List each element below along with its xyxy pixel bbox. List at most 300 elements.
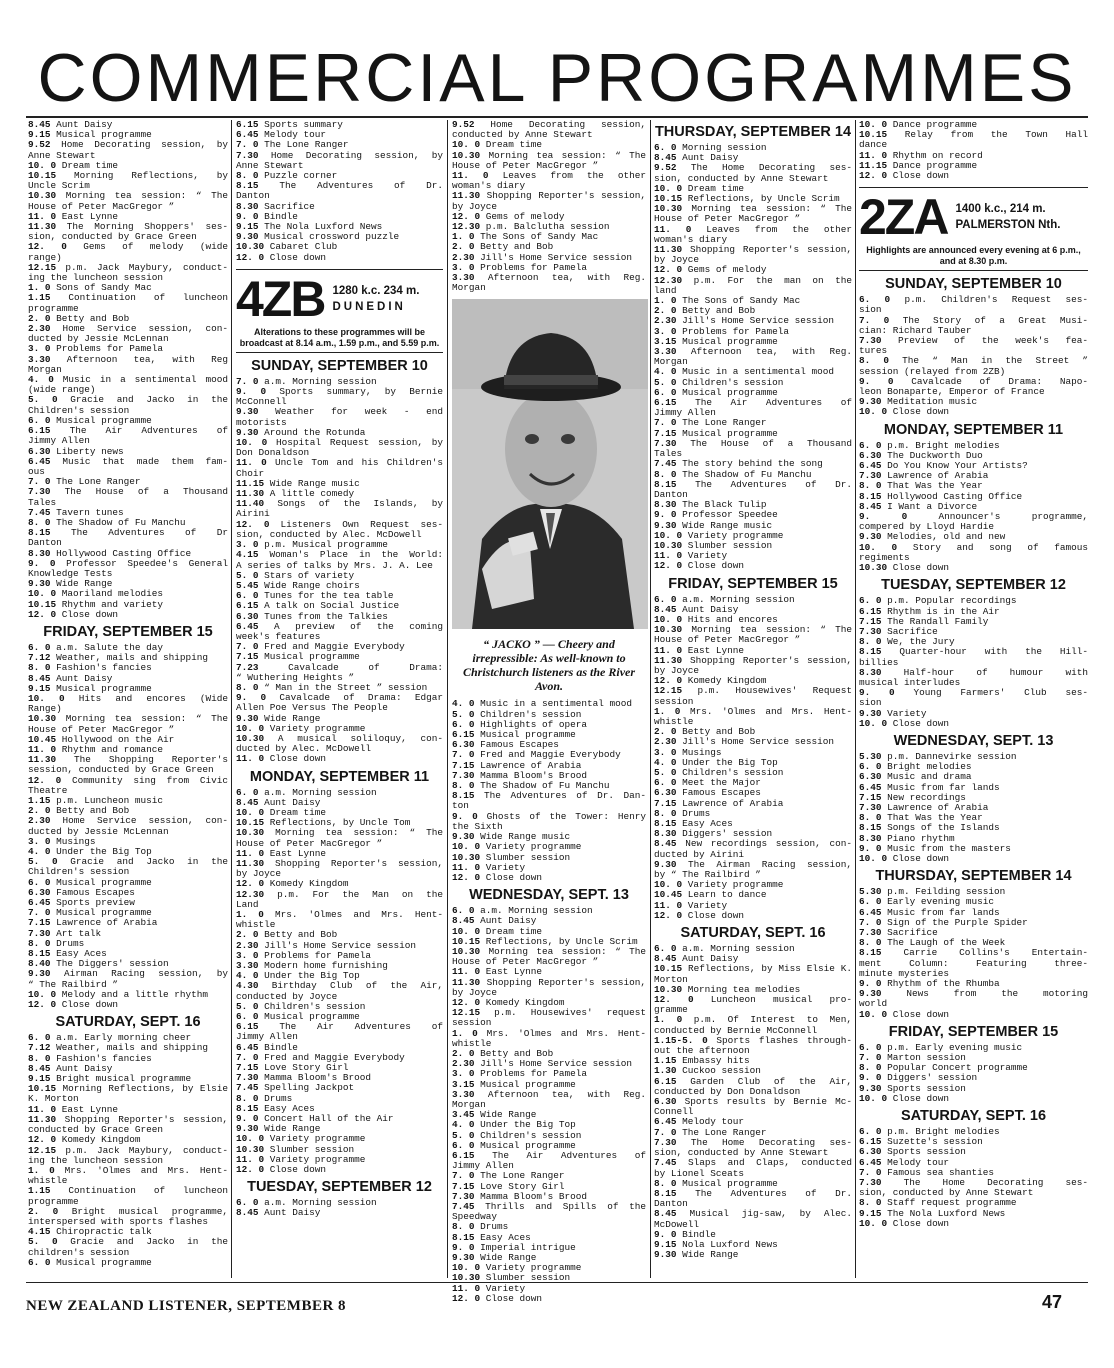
programme-line: 8.15 The Adventures of Dr.	[654, 1187, 852, 1199]
programme-line: 8.45 Aunt Daisy	[236, 1207, 321, 1219]
programme-line: whistle	[28, 1175, 68, 1187]
programme-line: 6.45 Do You Know Your Artists?	[859, 460, 1028, 472]
programme-line: Range)	[28, 703, 62, 715]
programme-line: 8.15 Hollywood Casting Office	[859, 490, 1023, 502]
programme-line: 1. 0 Sons of Sandy Mac	[28, 282, 152, 294]
programme-line: 6.15 The Air Adventures of	[452, 1149, 646, 1161]
programme-line: 4. 0 Under the Big Top	[452, 1119, 576, 1131]
programme-line: 10.15 Rhythm and variety	[28, 598, 164, 610]
programme-line: 6.45 Melody tour	[859, 1156, 950, 1168]
programme-line: 4.15 Woman's Place in the World:	[236, 549, 443, 561]
station-city: PALMERSTON Nth.	[955, 219, 1061, 232]
programme-line: 8.15 Songs of the Islands	[859, 822, 1000, 834]
programme-line: 1. 0 Mrs. 'Olmes and Mrs. Hent-	[236, 909, 443, 920]
programme-line: 2. 0 Betty and Bob	[452, 1047, 554, 1059]
programme-line: 3.15 Musical programme	[452, 1078, 576, 1090]
programme-line: 7. 0 The Story of a Great Musi-	[859, 314, 1088, 326]
programme-line: 6.15 Musical programme	[452, 729, 576, 741]
programme-line: 10. 0 Dream time	[452, 139, 543, 151]
programme-line: 10. 0 Variety programme	[452, 841, 582, 853]
programme-line: 6. 0 a.m. Salute the day	[28, 641, 164, 653]
programme-line: 11.40 Songs of the Islands, by	[236, 498, 443, 510]
programme-line: 10.45 Learn to dance	[654, 889, 767, 901]
programme-line: 8. 0 The Shadow of Fu Manchu	[654, 468, 812, 480]
programme-line: 6. 0 a.m. Early morning cheer	[28, 1032, 192, 1044]
programme-line: 10.15 Morning Reflections, by Elsie	[28, 1083, 228, 1095]
programme-line: Jimmy Allen	[654, 407, 716, 419]
programme-line: 1. 0 The Sons of Sandy Mac	[654, 295, 801, 307]
programme-line: 4. 0 Music in a sentimental mood	[654, 366, 835, 378]
programme-line: 8.45 Aunt Daisy	[28, 1062, 113, 1074]
programme-line: 11. 0 Rhythm on record	[859, 149, 983, 161]
column-1	[28, 120, 228, 1278]
programme-line: 6.30 Famous Escapes	[654, 787, 761, 799]
programme-line: 10. 0 Dance programme	[859, 119, 978, 130]
programme-line: 6. 0 Musical programme	[452, 1139, 576, 1151]
programme-line: 12. 0 Close down	[28, 999, 119, 1011]
programme-line: 7.30 Preview of the week's fea-	[859, 335, 1088, 347]
programme-line: 2. 0 Betty and Bob	[654, 726, 756, 738]
day-heading: WEDNESDAY, SEPT. 13	[893, 732, 1054, 749]
programme-line: 7.15 Musical programme	[654, 427, 778, 439]
programme-line: 8.45 Aunt Daisy	[452, 915, 537, 927]
programme-line: 6.30 Tunes from the Talkies	[236, 610, 388, 622]
programme-line: 12.30 p.m. For the man on the	[654, 274, 852, 286]
programme-line: Morgan	[452, 1098, 486, 1110]
programme-line: 10.45 Hollywood on the Air	[28, 733, 175, 745]
programme-line: 12. 0 Komedy Kingdom	[28, 1134, 141, 1146]
programme-list	[859, 295, 1088, 417]
programme-line: 9. 0 Bindle	[236, 210, 298, 222]
programme-line: 6. 0 a.m. Morning session	[654, 943, 795, 955]
programme-line: 7.45 Thrills and Spills of the	[452, 1201, 646, 1212]
programme-line: 5. 0 Children's session	[654, 766, 784, 778]
programme-line: 8.45 Aunt Daisy	[236, 796, 321, 808]
photo-caption: “ JACKO ” — Cheery and irrepressible: As well-known to Christchurch listeners as the River Avon.	[462, 637, 636, 694]
programme-list	[859, 752, 1088, 864]
programme-line: 8. 0 The “ Man in the Street ”	[859, 355, 1088, 367]
programme-line: 7.30 Sacrifice	[859, 926, 938, 938]
programme-line: 10.15 Reflections, by Uncle Scrim	[654, 193, 840, 205]
programme-line: 8.45 Aunt Daisy	[28, 119, 113, 130]
programme-line: ton	[452, 800, 469, 812]
programme-list	[859, 1043, 1088, 1104]
programme-line: conducted by Bernie McConnell	[654, 1024, 818, 1036]
programme-line: 6.30 Music and drama	[859, 771, 972, 783]
programme-line: 10. 0 Close down	[859, 1008, 950, 1020]
programme-line: 7.15 Love Story Girl	[236, 1062, 349, 1074]
programme-line: 2. 0 Bright musical programme,	[28, 1205, 228, 1217]
programme-line: 8. 0 Fashion's fancies	[28, 662, 152, 674]
programme-list	[236, 788, 443, 1176]
programme-line: 7.30 Home Decorating session, by	[236, 149, 443, 161]
programme-line: 10. 0 Hospital Request session, by	[236, 437, 443, 449]
programme-line: 4.15 Chiropractic talk	[28, 1226, 152, 1238]
programme-line: by “ The Railbird ”	[654, 869, 761, 881]
programme-line: 6.30 Sports results by Bernie Mc-	[654, 1096, 852, 1108]
programme-line: 4. 0 Music in a sentimental mood	[28, 374, 228, 386]
programme-list	[654, 595, 852, 922]
programme-line: 8.30 The Black Tulip	[654, 499, 767, 511]
programme-line: 2. 0 Betty and Bob	[28, 312, 130, 324]
day-heading: FRIDAY, SEPTEMBER 15	[43, 623, 213, 640]
programme-line: 3.45 Wide Range	[452, 1109, 537, 1121]
programme-line: House of Peter MacGregor ”	[452, 159, 599, 171]
programme-line: 12. 0 Gems of melody	[654, 264, 767, 276]
programme-line: 10. 0 Variety programme	[236, 722, 366, 734]
programme-line: 7.30 Mamma Bloom's Brood	[236, 1072, 372, 1084]
programme-line: 8.40 The Diggers' session	[28, 958, 169, 970]
programme-line: 10.30 Morning tea session: “ The	[28, 713, 228, 725]
programme-line: Choir	[236, 467, 265, 479]
programme-line: 8. 0 Staff request programme	[859, 1197, 1017, 1209]
station-call-sign: 2ZA	[859, 189, 948, 246]
programme-line: 10. 0 Hits and encores	[654, 613, 778, 625]
programme-line: House of Peter MacGregor ”	[452, 956, 599, 968]
programme-line: 6. 0 Meet the Major	[654, 777, 761, 789]
programme-line: 5.30 p.m. Dannevirke session	[859, 750, 1017, 762]
programme-line: 2. 0 Betty and Bob	[28, 805, 130, 817]
programme-line: 8. 0 That Was the Year	[859, 812, 983, 824]
programme-line: 7.30 Mamma Bloom's Brood	[452, 1190, 588, 1202]
programme-line: 9.30 Sports session	[859, 1082, 966, 1094]
day-heading: TUESDAY, SEPTEMBER 12	[881, 577, 1066, 594]
programme-line: 11. 0 Leaves from the other	[452, 170, 646, 182]
programme-line: 6.15 The Air Adventures of	[28, 425, 228, 437]
programme-line: 12. 0 Close down	[654, 909, 745, 921]
programme-line: gramme	[654, 1004, 688, 1016]
programme-line: Airini	[236, 508, 270, 520]
programme-line: 6. 0 p.m. Children's Request ses-	[859, 294, 1088, 306]
programme-line: 8.15 Easy Aces	[654, 818, 733, 829]
programme-list	[859, 1127, 1088, 1229]
programme-line: House of Peter MacGregor ”	[654, 213, 801, 225]
programme-line: woman's diary	[452, 180, 526, 192]
programme-line: Jimmy Allen	[452, 1160, 514, 1172]
programme-line: session (relayed from 2ZB)	[859, 365, 1006, 377]
programme-line: 9.30 Weather for week - end	[236, 406, 443, 418]
programme-line: 11. 0 East Lynne	[28, 1103, 119, 1115]
programme-line: 9.30 Wide Range	[452, 1252, 537, 1264]
programme-line: session, conducted by Grace Green	[28, 764, 214, 776]
programme-line: 7. 0 Fred and Maggie Everybody	[452, 749, 621, 761]
programme-line: 7.45 Spelling Jackpot	[236, 1082, 355, 1094]
programme-line: 6. 0 Musical programme	[28, 414, 152, 426]
programme-line: 5. 0 Children's session	[654, 376, 784, 388]
programme-line: woman's diary	[654, 233, 728, 245]
programme-line: 8.45 Musical jig-saw, by Alec.	[654, 1208, 852, 1220]
programme-line: 8.15 The Adventures of Dr.	[236, 180, 443, 192]
station-call-sign: 4ZB	[236, 270, 325, 327]
programme-line: 3. 0 Problems for Pamela	[452, 261, 588, 273]
programme-line: 8.15 Easy Aces	[236, 1102, 315, 1114]
programme-line: 3.30 Afternoon tea, with Reg	[28, 353, 228, 365]
programme-line: 6.15 Sports summary	[236, 119, 343, 130]
programme-line: 8.45 Aunt Daisy	[654, 953, 739, 965]
programme-line: (wide range)	[28, 384, 96, 396]
programme-line: 7.30 Lawrence of Arabia	[859, 470, 989, 482]
programme-line: 8.45 Aunt Daisy	[654, 152, 739, 164]
programme-line: 11. 0 Variety programme	[236, 1153, 366, 1165]
station-2za-header	[859, 187, 1088, 271]
programme-line: 7.15 Lawrence of Arabia	[28, 917, 158, 929]
programme-line: 7.15 Lawrence of Arabia	[654, 797, 784, 809]
programme-line: conducted by Grace Green	[28, 1124, 164, 1136]
programme-line: 5. 0 Gracie and Jacko in the	[28, 1236, 228, 1248]
programme-line: compered by Lloyd Hardie	[859, 521, 995, 533]
programme-line: 10. 0 Dream time	[236, 806, 327, 818]
programme-line: 12. 0 Community sing from Civic	[28, 774, 228, 786]
programme-line: 6.30 The Duckworth Duo	[859, 449, 983, 461]
programme-line: 10. 0 Melody and a little rhythm	[28, 988, 209, 1000]
programme-line: 9. 0 Imperial intrigue	[452, 1241, 576, 1253]
programme-line: 8. 0 Puzzle corner	[236, 170, 338, 182]
programme-line: by Joyce	[452, 986, 498, 998]
programme-line: 5. 0 Gracie and Jacko in the	[28, 394, 228, 406]
programme-line: 8. 0 Drums	[236, 1092, 293, 1104]
programme-list	[452, 699, 646, 883]
programme-line: 1.15 Embassy hits	[654, 1055, 750, 1067]
programme-line: 3. 0 Musings	[28, 835, 96, 847]
programme-line: 3. 0 Problems for Pamela	[28, 343, 164, 355]
programme-line: 8.45 Aunt Daisy	[28, 672, 113, 684]
programme-line: 9.52 Home Decorating session,	[452, 119, 646, 130]
programme-line: McDowell	[654, 1218, 700, 1230]
programme-line: 8.15 The Adventures of Dr. Dan-	[452, 790, 646, 802]
programme-line: 10.30 Morning tea melodies	[654, 983, 801, 995]
programme-line: 11. 0 Uncle Tom and his Children's	[236, 457, 443, 469]
programme-line: 10.15 Relay from the Town Hall	[859, 129, 1088, 141]
programme-line: 7.30 Mamma Bloom's Brood	[452, 769, 588, 781]
programme-line: 7. 0 Marton session	[859, 1052, 966, 1064]
programme-line: 7. 0 Famous sea shanties	[859, 1166, 995, 1178]
programme-line: 7.45 The story behind the song	[654, 458, 823, 470]
programme-line: 2.30 Home Service session, con-	[28, 323, 228, 335]
programme-line: 8.15 The Adventures of Dr.	[654, 478, 852, 490]
programme-line: 12.15 p.m. Jack Maybury, conduct-	[28, 261, 228, 273]
programme-line: 8.30 Sacrifice	[236, 200, 315, 212]
programme-line: 5. 0 Gracie and Jacko in the	[28, 856, 228, 868]
programme-line: 6.15 Rhythm is in the Air	[859, 605, 1000, 617]
programme-line: 7.30 The House of a Thousand	[28, 486, 228, 498]
programme-line: 5.30 p.m. Feilding session	[859, 886, 1006, 898]
programme-line: 2.30 Jill's Home Service session	[452, 251, 633, 263]
programme-line: Danton	[654, 1198, 688, 1210]
programme-line: 8.30 Piano rhythm	[859, 832, 955, 844]
station-note: Alterations to these programmes will be broadcast at 8.14 a.m., 1.59 p.m., and 5.59 p.m.	[239, 326, 440, 348]
page-number: 47	[1041, 1292, 1062, 1312]
programme-line: 10. 0 Close down	[859, 1217, 950, 1229]
programme-line: 8. 0 “ Man in the Street ” session	[236, 681, 428, 693]
programme-line: 11.30 Shopping Reporter's session,	[452, 976, 646, 988]
programme-line: 7. 0 a.m. Morning session	[236, 375, 377, 387]
programme-line: 6.30 Famous Escapes	[28, 886, 135, 898]
programme-line: 6.30 Famous Escapes	[452, 739, 559, 751]
programme-line: 8.15 Quarter-hour with the Hill-	[859, 646, 1088, 658]
programme-line: 12. 0 Komedy Kingdom	[452, 996, 565, 1008]
programme-line: 11. 0 East Lynne	[452, 966, 543, 978]
programme-line: 8.15 Easy Aces	[452, 1231, 531, 1243]
programme-line: 8. 0 The Laugh of the Week	[859, 937, 1006, 949]
programme-line: Land	[236, 898, 259, 910]
programme-line: 10.30 Slumber session	[654, 539, 773, 551]
programme-line: 7. 0 The Lone Ranger	[452, 1170, 565, 1182]
programme-line: the Sixth	[452, 820, 503, 832]
programme-line: 11. 0 Close down	[236, 753, 327, 765]
programme-line: 6.45 A preview of the coming	[236, 620, 443, 632]
programme-line: 7.12 Weather, mails and shipping	[28, 652, 209, 664]
programme-line: 6.45 Music that made them fam-	[28, 455, 228, 467]
programme-line: McConnell	[236, 396, 287, 408]
day-heading: FRIDAY, SEPTEMBER 15	[888, 1023, 1059, 1040]
programme-line: 6.45 Melody tour	[654, 1116, 745, 1128]
programme-line: A series of talks by Mrs. J. A. Lee	[236, 559, 433, 571]
programme-line: 10. 0 Dream time	[654, 182, 745, 194]
station-city: DUNEDIN	[332, 300, 406, 313]
programme-line: 7.15 Musical programme	[236, 651, 360, 663]
programme-line: 5. 0 Children's session	[236, 1000, 366, 1012]
programme-line: 11. 0 Variety	[452, 1282, 526, 1294]
programme-line: by Joyce	[654, 664, 700, 676]
programme-line: 8.45 Aunt Daisy	[654, 603, 739, 615]
programme-line: Anne Stewart	[236, 159, 304, 171]
programme-line: 9.15 Musical programme	[28, 682, 152, 694]
programme-list	[236, 1198, 443, 1218]
programme-line: 9. 0 Professor Speedee's General	[28, 557, 228, 569]
programme-line: House of Peter MacGregor ”	[654, 634, 801, 646]
programme-line: 11. 0 East Lynne	[654, 644, 745, 656]
station-note: Highlights are announced every evening at 6 p.m., and at 8.30 p.m.	[866, 245, 1081, 267]
programme-line: 8. 0 The Shadow of Fu Manchu	[452, 780, 610, 792]
programme-line: Morton	[654, 973, 688, 985]
programme-line: 10.30 Morning tea session: “ The	[452, 149, 646, 161]
programme-line: 6. 0 a.m. Morning session	[236, 1197, 377, 1209]
column-divider	[447, 120, 448, 1278]
programme-line: 1.30 Cuckoo session	[654, 1065, 761, 1077]
programme-line: 9.30 Melodies, old and new	[859, 531, 1006, 543]
programme-line: Anne Stewart	[28, 149, 96, 161]
programme-line: 4.30 Birthday Club of the Air,	[236, 980, 443, 992]
programme-line: conducted by Don Donaldson	[654, 1085, 801, 1097]
programme-line: 6.45 Bindle	[236, 1041, 298, 1053]
programme-line: billies	[859, 656, 899, 668]
programme-line: 6. 0 p.m. Bright melodies	[859, 439, 1000, 451]
programme-line: 6.15 The Air Adventures of	[236, 1021, 443, 1033]
programme-line: 3. 0 p.m. Musical programme	[236, 539, 388, 551]
day-heading: FRIDAY, SEPTEMBER 15	[668, 575, 838, 592]
programme-line: 6. 0 Early evening music	[859, 896, 995, 908]
programme-line: 9.30 Airman Racing session, by	[28, 968, 228, 980]
programme-line: 9.30 The Airman Racing session,	[654, 858, 852, 870]
programme-line: whistle	[654, 715, 694, 727]
programme-line: 11.30 Shopping Reporter's session,	[28, 1113, 228, 1125]
programme-line: 8.30 Hollywood Casting Office	[28, 547, 192, 559]
programme-line: conducted by Anne Stewart	[452, 129, 593, 141]
programme-line: 12. 0 Listeners Own Request ses-	[236, 518, 443, 530]
programme-list	[859, 887, 1088, 1020]
programme-line: Danton	[28, 537, 62, 549]
day-heading: SATURDAY, SEPT. 16	[55, 1014, 201, 1031]
programme-line: 9.30 Wide Range	[236, 1123, 321, 1135]
programme-line: ment Column: Featuring three-	[859, 957, 1088, 969]
programme-line: 12. 0 Close down	[28, 608, 119, 620]
programme-line: 8.30 Half-hour of humour with	[859, 666, 1088, 678]
programme-line: 11.15 Dance programme	[859, 159, 978, 171]
programme-line: 4. 0 Under the Big Top	[28, 846, 152, 858]
programme-line: 10. 0 Close down	[859, 1092, 950, 1104]
programme-line: 9.30 Meditation music	[859, 396, 978, 408]
day-heading: THURSDAY, SEPTEMBER 14	[654, 124, 852, 140]
programme-line: House of Peter MacGregor ”	[28, 200, 175, 212]
programme-line: 7.45 Tavern tunes	[28, 506, 124, 518]
programme-line: cian: Richard Tauber	[859, 324, 972, 336]
programme-line: 11.15 Wide Range music	[236, 477, 360, 489]
programme-line: 10.15 Reflections, by Miss Elsie K.	[654, 963, 852, 975]
programme-line: 12. 0 Close down	[452, 1292, 543, 1304]
programme-line: 5.45 Wide Range choirs	[236, 579, 360, 591]
programme-line: 7. 0 The Lone Ranger	[28, 476, 141, 488]
programme-line: 6. 0 a.m. Morning session	[452, 905, 593, 917]
programme-line: 8.15 Carrie Collins's Entertain-	[859, 947, 1088, 959]
programme-line: 10.30 Slumber session	[452, 851, 571, 863]
programme-line: 9. 0 Announcer's programme,	[859, 511, 1088, 523]
programme-list	[236, 120, 443, 263]
programme-line: 1. 0 Mrs. 'Olmes and Mrs. Hent-	[452, 1027, 646, 1039]
programme-line: 9. 0 Rhythm of the Rhumba	[859, 978, 1000, 989]
programme-line: ous	[28, 465, 45, 477]
programme-line: 6. 0 Musical programme	[236, 1011, 360, 1023]
programme-line: ing the luncheon session	[28, 272, 164, 284]
programme-line: House of Peter MacGregor ”	[236, 837, 383, 849]
programme-line: 7.30 Sacrifice	[859, 625, 938, 637]
programme-line: 8.15 The Adventures of Dr	[28, 527, 228, 539]
programme-line: by Joyce	[236, 868, 282, 880]
programme-line: 4. 0 Under the Big Top	[654, 756, 778, 768]
programme-line: sion, conducted by Anne Stewart	[654, 1147, 829, 1159]
programme-line: by Joyce	[654, 254, 700, 266]
programme-line: 1.15-5. 0 Sports flashes through-	[654, 1034, 852, 1046]
programme-line: 2. 0 Betty and Bob	[654, 305, 756, 317]
programme-line: 2.30 Home Service session, con-	[28, 815, 228, 827]
programme-line: Children's session	[28, 404, 130, 416]
programme-line: 6. 0 a.m. Morning session	[236, 786, 377, 798]
programme-line: sion, conducted by Grace Green	[28, 231, 197, 243]
programme-line: 9.30 Wide Range	[654, 1249, 739, 1261]
programme-line: ducted by Airini	[654, 848, 745, 860]
day-heading: MONDAY, SEPTEMBER 11	[249, 768, 430, 785]
programme-line: 8. 0 We, the Jury	[859, 636, 955, 648]
column-5	[859, 120, 1088, 1278]
programme-line: 1. 0 The Sons of Sandy Mac	[452, 231, 599, 243]
programme-line: 7. 0 The Lone Ranger	[654, 1126, 767, 1138]
programme-line: 10. 0 Dream time	[452, 925, 543, 937]
programme-line: Connell	[654, 1106, 694, 1118]
programme-line: 6. 0 Musical programme	[28, 1256, 152, 1268]
programme-line: 12. 0 Komedy Kingdom	[236, 878, 349, 890]
programme-line: 10. 0 Close down	[859, 717, 950, 729]
programme-line: “ The Railbird ”	[28, 978, 119, 990]
programme-line: 9.30 News from the motoring	[859, 988, 1088, 1000]
programme-line: 12. 0 Close down	[236, 1164, 327, 1176]
day-heading: SATURDAY, SEPT. 16	[900, 1108, 1047, 1125]
programme-line: 9.15 Musical programme	[28, 129, 152, 141]
programme-line: 10.30 Cabaret Club	[236, 241, 338, 253]
programme-line: 7.30 Lawrence of Arabia	[859, 801, 989, 813]
jacko-photo	[452, 299, 648, 629]
programme-list	[28, 120, 228, 620]
programme-line: 4. 0 Music in a sentimental mood	[452, 698, 633, 710]
programme-line: 10. 0 Variety programme	[654, 879, 784, 891]
